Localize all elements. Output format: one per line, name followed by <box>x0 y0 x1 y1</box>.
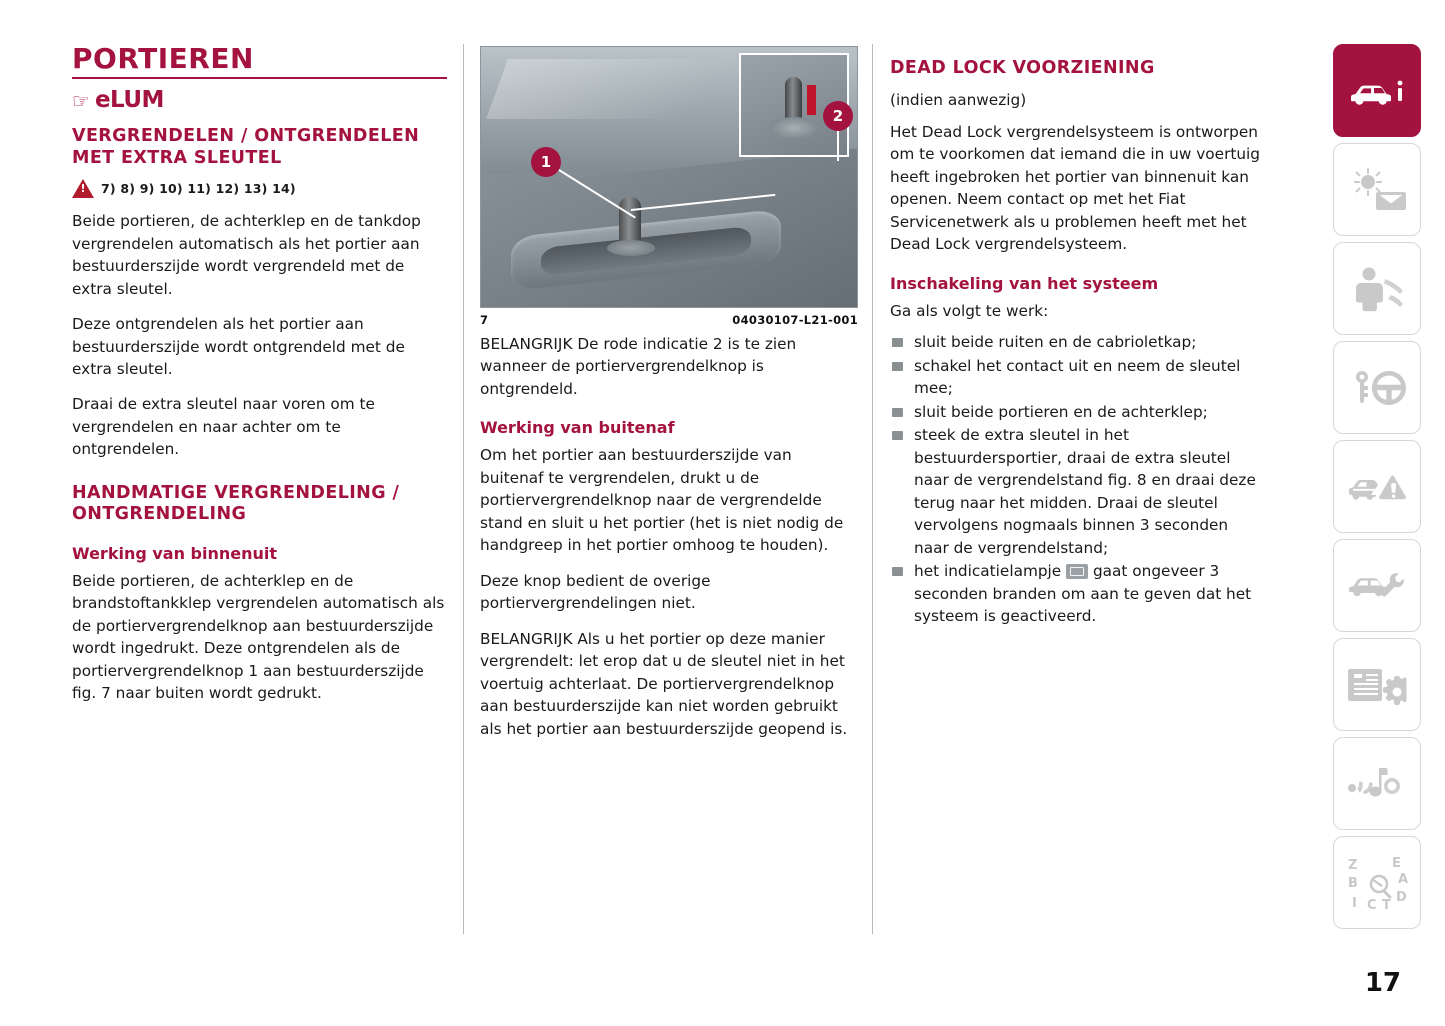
column-one <box>72 44 447 718</box>
svg-text:D: D <box>1396 889 1407 905</box>
elum-wordmark: eLUM <box>94 87 164 114</box>
list-item-with-icon <box>890 560 1262 627</box>
technical-data-icon <box>1346 663 1408 707</box>
section-title-dead-lock: DEAD LOCK VOORZIENING <box>890 58 1155 78</box>
list-item: sluit beide ruiten en de cabrioletkap; <box>890 331 1262 353</box>
chapter-title: PORTIEREN <box>72 42 254 75</box>
chapter-rule <box>72 77 447 79</box>
callout-leader-2 <box>837 131 839 161</box>
svg-text:A: A <box>1398 871 1409 887</box>
column-divider-1 <box>463 44 464 934</box>
car-info-icon <box>1347 71 1407 111</box>
final-step-text-before: het indicatielampje <box>914 562 1062 581</box>
figure-code: 04030107-L21-001 <box>732 313 858 327</box>
list-item: sluit beide portieren en de achterklep; <box>890 401 1262 423</box>
car-maintenance-icon <box>1346 565 1408 607</box>
sidebar-item-emergency[interactable] <box>1333 440 1421 533</box>
multimedia-icon <box>1346 762 1408 806</box>
sidebar-item-index[interactable] <box>1333 836 1421 929</box>
activation-steps-list <box>890 331 1262 627</box>
svg-text:Z: Z <box>1348 857 1358 873</box>
sidebar-item-technical-data[interactable] <box>1333 638 1421 731</box>
sidebar-item-car-info[interactable] <box>1333 44 1421 137</box>
column-two <box>480 44 858 753</box>
warning-lights-icon <box>1346 166 1408 214</box>
sidebar-item-starting-driving[interactable] <box>1333 341 1421 434</box>
svg-text:T: T <box>1382 897 1391 911</box>
svg-text:C: C <box>1367 897 1377 911</box>
list-item: steek de extra sleutel in het bestuurdersportier, draai de extra sleutel naar de vergrendelstand fig. 8 en draai deze terug naar het midden. Draai de sleutel vervolgens nogmaals binnen 3 seconden naar de vergrendelstand; <box>890 424 1262 559</box>
sidebar-item-safety[interactable] <box>1333 242 1421 335</box>
svg-text:E: E <box>1392 855 1401 871</box>
paragraph-c1-3: Draai de extra sleutel naar voren om te vergrendelen en naar achter om te ontgrendelen. <box>72 395 375 459</box>
column-three <box>890 44 1262 640</box>
dead-lock-telltale-icon <box>1066 564 1088 579</box>
sidebar-item-maintenance[interactable] <box>1333 539 1421 632</box>
warning-triangle-icon <box>72 179 94 198</box>
seatbelt-safety-icon <box>1347 265 1407 313</box>
paragraph-c1-4: Beide portieren, de achterklep en de brandstoftankklep vergrendelen automatisch als de portiervergrendelknop aan bestuurderszijde wordt ingedrukt. Deze ontgrendelen als de portiervergrendelknop 1 aan bestuurderszijde fig. 7 naar buiten wordt gedrukt. <box>72 571 445 703</box>
column-divider-2 <box>872 44 873 934</box>
svg-text:I: I <box>1352 895 1357 911</box>
page-number: 17 <box>1364 968 1401 998</box>
subsection-title-outside: Werking van buitenaf <box>480 418 675 438</box>
figure-image-door-lock-knob <box>480 46 858 308</box>
red-indicator-band <box>807 85 816 115</box>
warning-reference-line <box>72 179 447 198</box>
elum-logo <box>72 89 447 112</box>
section-title-extra-key: VERGRENDELEN / ONTGRENDELEN MET EXTRA SLEUTEL <box>72 126 420 168</box>
important-note-1: BELANGRIJK De rode indicatie 2 is te zien wanneer de portiervergrendelknop is ontgrendeld. <box>480 335 797 398</box>
paragraph-c1-2: Deze ontgrendelen als het portier aan bestuurderszijde wordt ontgrendeld met de extra sleutel. <box>72 315 405 378</box>
sidebar-item-dashboard-lights[interactable] <box>1333 143 1421 236</box>
figure-caption <box>480 313 858 327</box>
final-step-text-after: gaat ongeveer 3 seconden branden om aan te geven dat het systeem is geactiveerd. <box>914 562 1252 626</box>
steering-wheel-key-icon <box>1346 367 1408 409</box>
paragraph-c1-1: Beide portieren, de achterklep en de tankdop vergrendelen automatisch als het portier aan bestuurderszijde wordt vergrendeld met de extra sleutel. <box>72 212 421 298</box>
breakdown-warning-icon <box>1346 466 1408 508</box>
subsection-title-inside: Werking van binnenuit <box>72 543 278 563</box>
figure-number: 7 <box>480 313 489 327</box>
inset-knob-base <box>769 117 819 139</box>
important-note-2: BELANGRIJK Als u het portier op deze manier vergrendelt: let erop dat u de sleutel niet in het voertuig achterlaat. De portiervergrendelknop aan bestuurderszijde kan niet worden gebruikt als het portier aan bestuurderszijde geopend is. <box>480 629 848 738</box>
door-lock-knob <box>619 197 641 245</box>
section-title-manual-locking: HANDMATIGE VERGRENDELING / ONTGRENDELING <box>72 482 400 525</box>
paragraph-c2-1: Om het portier aan bestuurderszijde van buitenaf te vergrendelen, drukt u de portiervergrendelknop naar de vergrendelde stand en sluit u het portier (het is niet nodig de handgreep in het portier omhoog te houden). <box>480 446 844 555</box>
pointing-hand-icon: ☞ <box>72 88 90 113</box>
alphabetical-index-icon <box>1344 855 1410 911</box>
list-item: schakel het contact uit en neem de sleutel mee; <box>890 355 1262 400</box>
subsection-title-activation: Inschakeling van het systeem <box>890 273 1159 293</box>
dead-lock-subtitle: (indien aanwezig) <box>890 91 1027 110</box>
callout-marker-2: 2 <box>823 101 853 131</box>
sidebar-item-multimedia[interactable] <box>1333 737 1421 830</box>
paragraph-c2-2: Deze knop bedient de overige portiervergrendelingen niet. <box>480 571 711 613</box>
callout-marker-1: 1 <box>531 147 561 177</box>
warning-reference-numbers: 7) 8) 9) 10) 11) 12) 13) 14) <box>101 181 296 197</box>
door-lock-knob-base <box>607 240 655 256</box>
paragraph-c3-1: Het Dead Lock vergrendelsysteem is ontworpen om te voorkomen dat iemand die in uw voertuig heeft ingebroken het portier van binnenuit kan openen. Neem contact op met het Fiat Servicenetwerk als u problemen heeft met het Dead Lock vergrendelsysteem. <box>890 122 1261 254</box>
figure-7 <box>480 46 858 327</box>
activation-lead-in: Ga als volgt te werk: <box>890 301 1049 320</box>
chapter-tab-rail <box>1333 44 1421 935</box>
svg-text:B: B <box>1348 875 1358 891</box>
